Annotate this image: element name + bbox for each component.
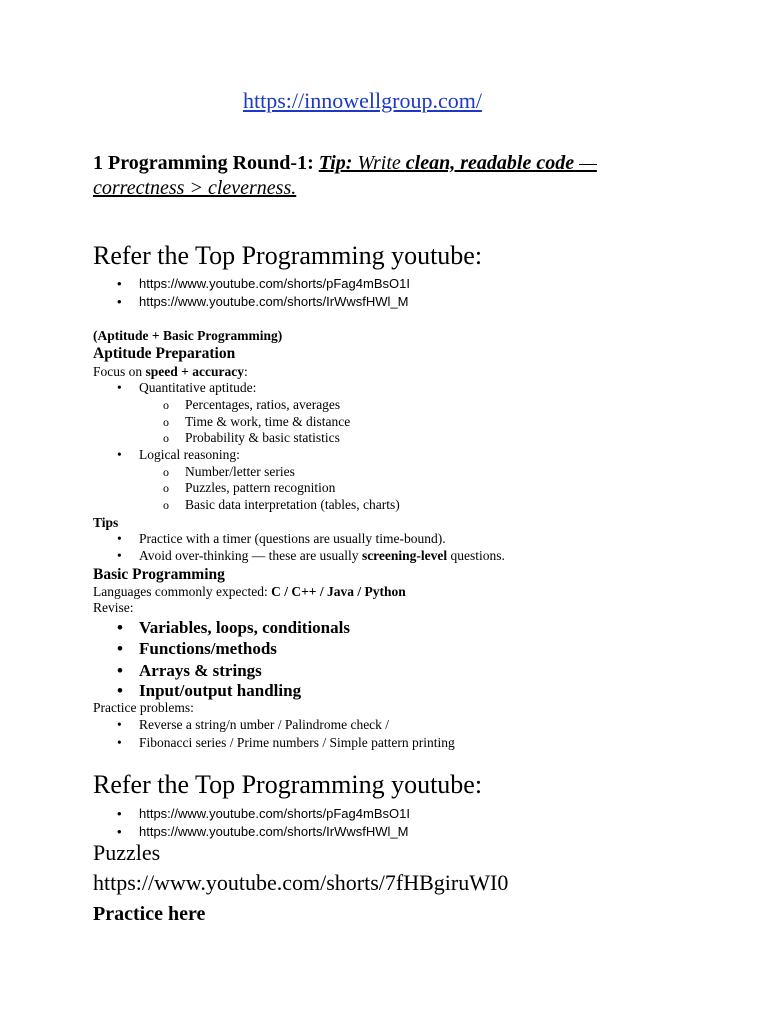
logic-item: o Basic data interpretation (tables, charts)	[185, 497, 400, 513]
practice-label: Practice problems:	[93, 700, 194, 715]
tip-bold: clean, readable code	[405, 152, 575, 174]
tips-item: • Practice with a timer (questions are usually time-bound).	[139, 531, 446, 547]
tips-item2-bold: screening-level	[361, 548, 448, 563]
youtube-heading-1: Refer the Top Programming youtube:	[93, 241, 483, 270]
lang-bold: C / C++ / Java / Python	[271, 584, 406, 599]
focus-line	[93, 364, 248, 380]
logic-item: o Puzzles, pattern recognition	[185, 480, 335, 496]
logic-label: • Logical reasoning:	[139, 447, 240, 463]
tips-heading: Tips	[93, 515, 119, 530]
aptitude-heading: Aptitude Preparation	[93, 345, 236, 362]
languages-line	[93, 584, 406, 600]
practice-item: • Fibonacci series / Prime numbers / Simple pattern printing	[139, 735, 455, 751]
lang-pre: Languages commonly expected:	[93, 584, 272, 599]
puzzles-label: Puzzles	[93, 840, 161, 865]
puzzles-link[interactable]: https://www.youtube.com/shorts/7fHBgiruWI0	[93, 870, 509, 895]
revise-item: • Input/output handling	[139, 681, 301, 701]
basic-heading: Basic Programming	[93, 566, 225, 583]
focus-bold: speed + accuracy	[145, 364, 244, 379]
tips-item2-pre: Avoid over-thinking — these are usually	[139, 548, 362, 563]
focus-pre: Focus on	[93, 364, 146, 379]
tips-item	[139, 548, 505, 564]
focus-post: :	[243, 364, 248, 379]
revise-item: • Arrays & strings	[139, 661, 262, 681]
tip-line2: correctness > cleverness.	[93, 177, 297, 199]
practice-here: Practice here	[93, 903, 206, 925]
logic-item: o Number/letter series	[185, 464, 295, 480]
quant-item: o Time & work, time & distance	[185, 414, 350, 430]
tip-label: Tip:	[318, 152, 353, 174]
round-prefix: 1 Programming Round-1:	[93, 152, 319, 174]
aptitude-tag: (Aptitude + Basic Programming)	[93, 328, 283, 343]
youtube-heading-2: Refer the Top Programming youtube:	[93, 770, 483, 799]
tip-dash: —	[574, 152, 597, 174]
practice-item: • Reverse a string/n umber / Palindrome check /	[139, 717, 389, 733]
quant-item: o Probability & basic statistics	[185, 430, 340, 446]
revise-label: Revise:	[93, 600, 134, 615]
quant-label: • Quantitative aptitude:	[139, 380, 256, 396]
revise-item: • Variables, loops, conditionals	[139, 618, 350, 638]
tips-item2-post: questions.	[447, 548, 505, 563]
youtube-link-1a[interactable]: • https://www.youtube.com/shorts/pFag4mBsO1I	[139, 276, 410, 291]
revise-item: • Functions/methods	[139, 639, 277, 659]
quant-item: o Percentages, ratios, averages	[185, 397, 340, 413]
round-heading	[93, 152, 597, 175]
youtube-link-2b[interactable]: • https://www.youtube.com/shorts/IrWwsfHWl_M	[139, 824, 408, 839]
round-tip	[319, 152, 597, 174]
tip-write: Write	[352, 152, 406, 174]
youtube-link-2a[interactable]: • https://www.youtube.com/shorts/pFag4mBsO1I	[139, 806, 410, 821]
innowell-link[interactable]: https://innowellgroup.com/	[243, 88, 482, 113]
youtube-link-1b[interactable]: • https://www.youtube.com/shorts/IrWwsfHWl_M	[139, 294, 408, 309]
